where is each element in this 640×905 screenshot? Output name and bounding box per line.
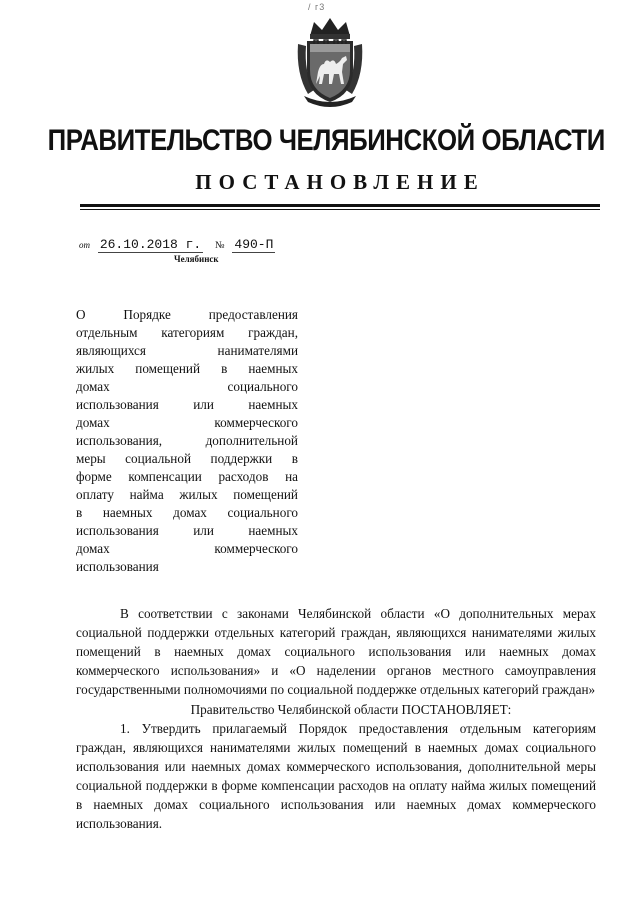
- government-title: ПРАВИТЕЛЬСТВО ЧЕЛЯБИНСКОЙ ОБЛАСТИ: [47, 124, 605, 157]
- subject-line: использования, дополнительной: [76, 433, 298, 448]
- document-date: 26.10.2018 г.: [99, 237, 202, 252]
- subject-line: жилых помещений в наемных: [76, 361, 298, 376]
- subject-line: использования или наемных: [76, 523, 298, 538]
- subject-line: меры социальной поддержки в: [76, 451, 298, 466]
- subject-line: использования или наемных: [76, 397, 298, 412]
- city-label: Челябинск: [174, 254, 219, 264]
- preamble-paragraph: В соответствии с законами Челябинской области «О дополнительных мерах социальной поддержки отдельных категорий граждан, являющихся нанимателями жилых помещений в наемных домах социального использования или наемных домах коммерческого использования» и «О наделении органов местного самоуправления государственными полномочиями по социальной поддержке отдельных категорий граждан»: [76, 606, 596, 697]
- subject-line: О Порядке предоставления: [76, 307, 298, 322]
- subject-line: домах социального: [76, 379, 298, 394]
- document-subject: [76, 306, 298, 576]
- item-1-paragraph: 1. Утвердить прилагаемый Порядок предоставления отдельным категориям граждан, являющихся нанимателями жилых помещений в наемных домах социального использования или наемных домах коммерческого использования, дополнительной меры социальной поддержки в форме компенсации расходов на оплату найма жилых помещений в наемных домах социального использования или наемных домах коммерческого использования.: [76, 721, 596, 831]
- top-handwritten-mark: / г3: [308, 2, 326, 12]
- subject-line: оплату найма жилых помещений: [76, 487, 298, 502]
- subject-line: форме компенсации расходов на: [76, 469, 298, 484]
- subject-line: являющихся нанимателями: [76, 343, 298, 358]
- subject-line: домах коммерческого: [76, 541, 298, 556]
- header-rule-thick: [80, 204, 600, 207]
- coat-of-arms-icon: [294, 14, 366, 108]
- document-number: 490-П: [234, 237, 274, 252]
- date-number-line: [79, 237, 309, 255]
- decree-statement: Правительство Челябинской области ПОСТАНОВЛЯЕТ:: [190, 702, 512, 717]
- subject-line: в наемных домах социального: [76, 505, 298, 520]
- subject-line: отдельным категориям граждан,: [76, 325, 298, 340]
- header-rule-thin: [80, 209, 600, 210]
- number-prefix: №: [215, 240, 225, 251]
- date-prefix: от: [79, 240, 90, 250]
- document-type-heading: ПОСТАНОВЛЕНИЕ: [195, 170, 485, 194]
- document-body: [76, 604, 596, 833]
- subject-line: домах коммерческого: [76, 415, 298, 430]
- subject-line: использования: [76, 559, 159, 574]
